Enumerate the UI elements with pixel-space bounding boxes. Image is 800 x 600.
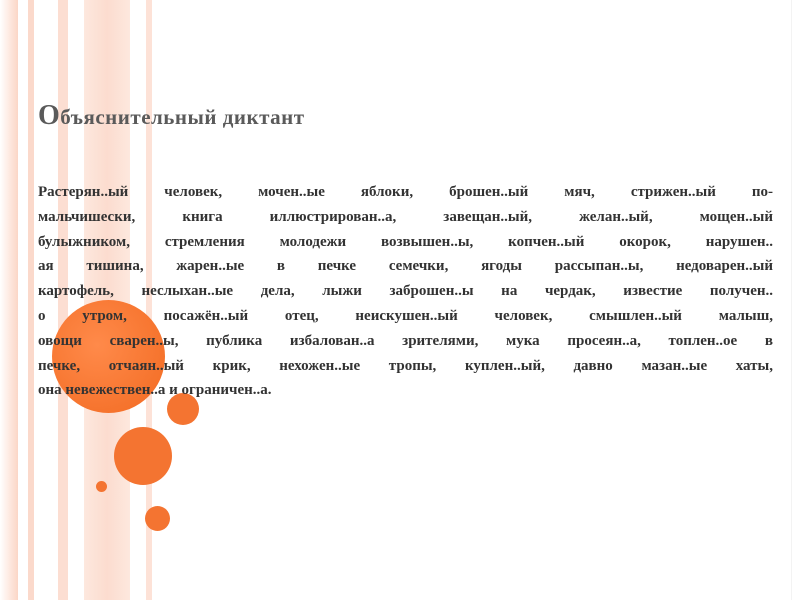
slide-edge xyxy=(791,0,792,600)
decor-circle-medium xyxy=(114,427,172,485)
text-line: булыжником, стремления молодежи возвышен..ы, копчен..ый окорок, нарушен.. xyxy=(38,233,773,250)
decor-stripe xyxy=(0,0,18,600)
decor-circle-tiny xyxy=(96,481,107,492)
slide-title xyxy=(38,100,305,132)
text-line: печке, отчаян..ый крик, нехожен..ые тропы, куплен..ый, давно мазан..ые хаты, xyxy=(38,357,773,374)
decor-circle-small xyxy=(145,506,170,531)
title-rest: бъяснительный диктант xyxy=(60,105,305,129)
text-line: ая тишина, жарен..ые в печке семечки, ягоды рассыпан..ы, недоварен..ый xyxy=(38,258,773,275)
text-line: картофель, неслыхан..ые дела, лыжи заброшен..ы на чердак, известие получен.. xyxy=(38,283,773,300)
dictation-text xyxy=(38,180,773,403)
text-line: Растерян..ый человек, мочен..ые яблоки, брошен..ый мяч, стрижен..ый по- xyxy=(38,184,773,200)
text-line: овощи сварен..ы, публика избалован..а зрителями, мука просеян..а, топлен..ое в xyxy=(38,332,773,349)
title-first-letter: О xyxy=(38,100,61,131)
decor-stripe xyxy=(28,0,34,600)
text-line: мальчишески, книга иллюстрирован..а, завещан..ый, желан..ый, мощен..ый xyxy=(38,208,773,225)
text-line: она невежествен..а и ограничен..а. xyxy=(38,382,272,399)
text-line: о утром, посажён..ый отец, неискушен..ый человек, смышлен..ый малыш, xyxy=(38,307,773,324)
